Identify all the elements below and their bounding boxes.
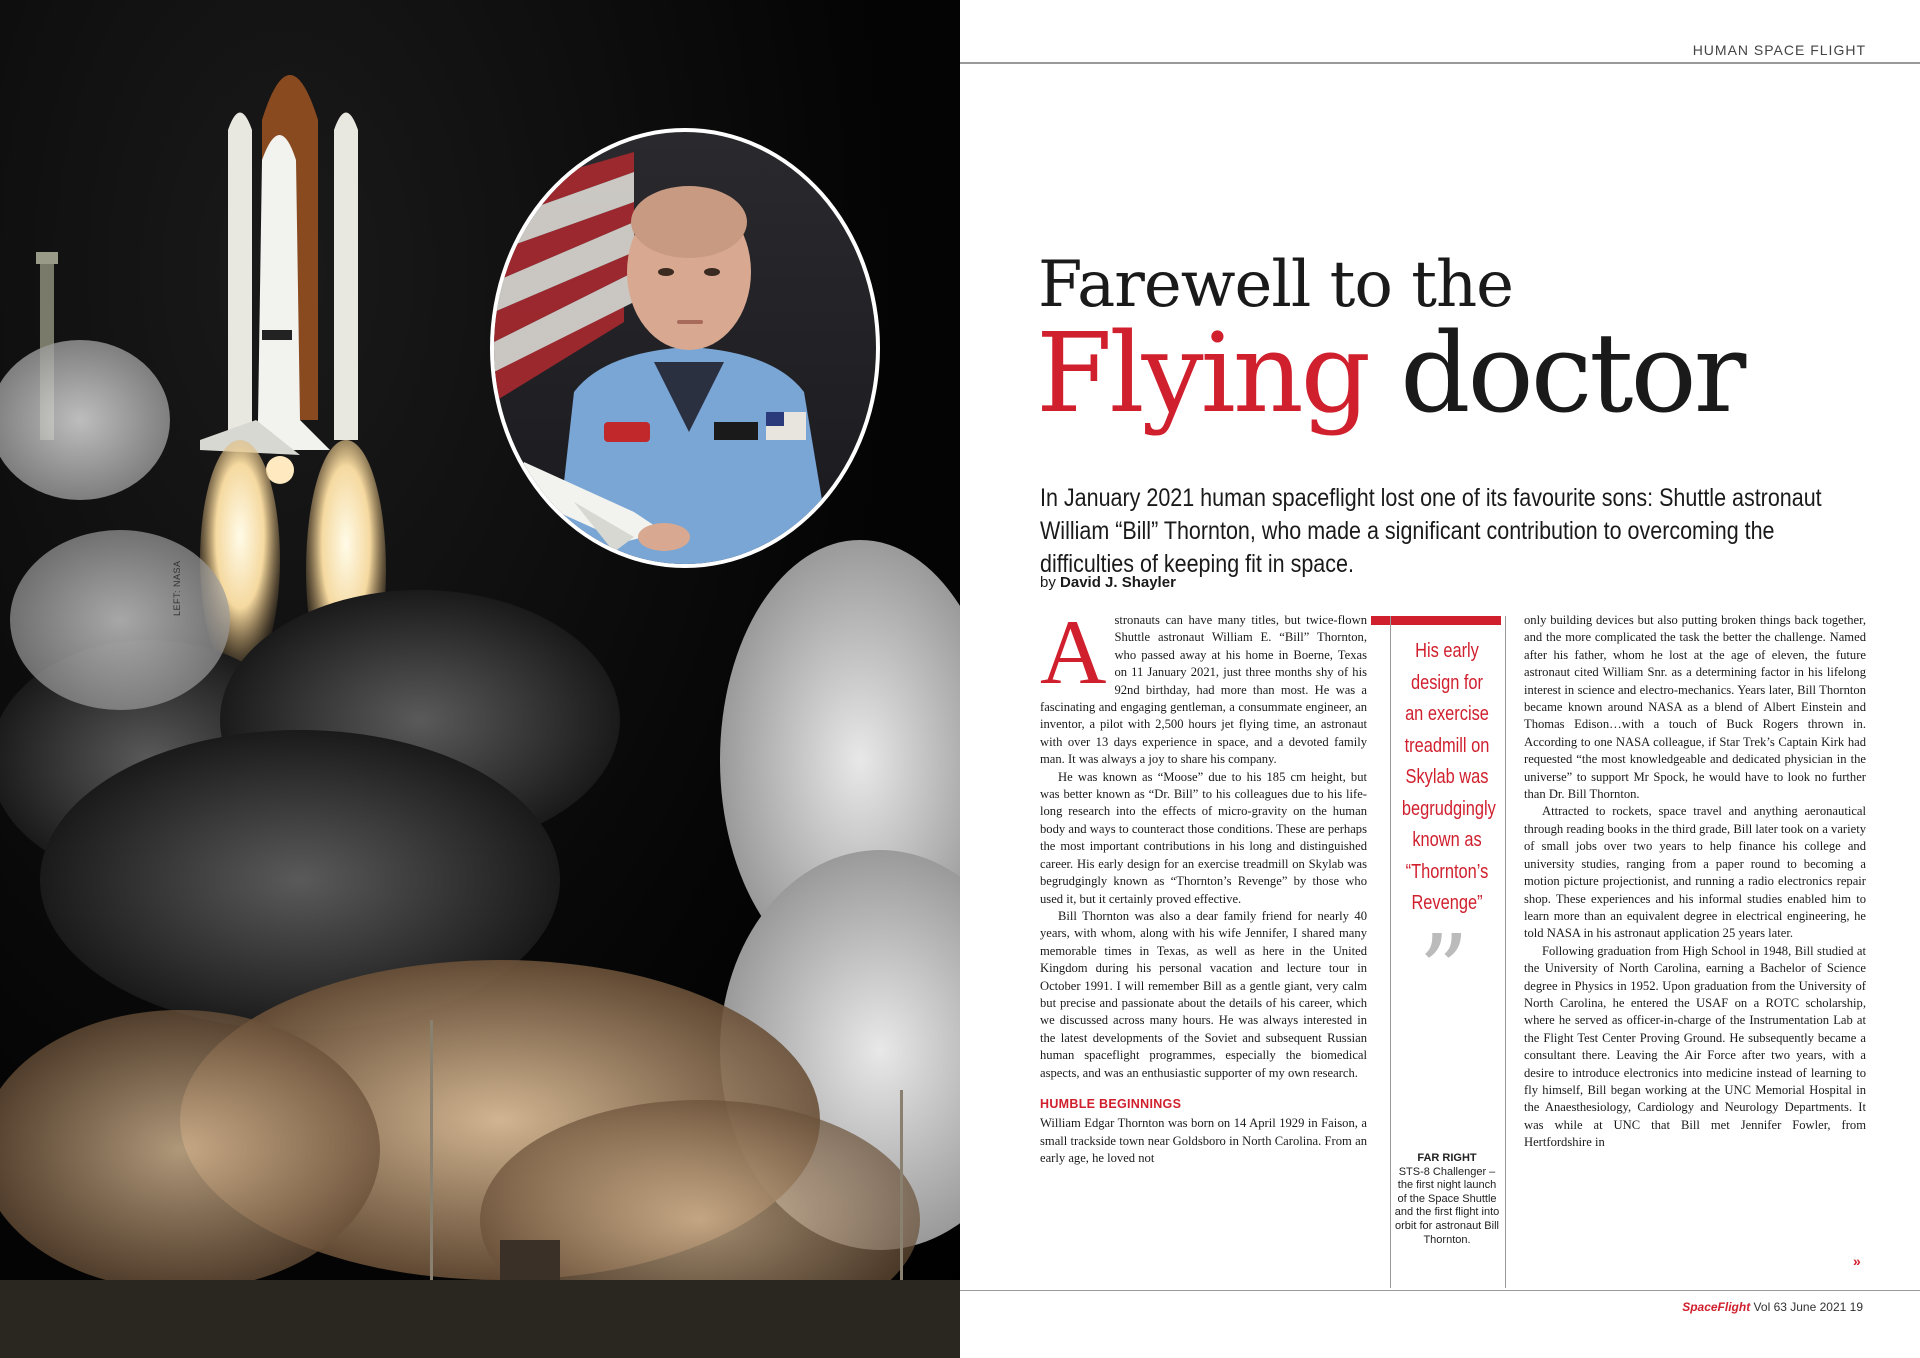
paragraph-1 bbox=[1040, 601, 1367, 769]
headline-line-2 bbox=[1036, 309, 1744, 437]
body-column-2 bbox=[1524, 612, 1866, 1152]
footer-rule bbox=[960, 1290, 1920, 1291]
subheading: HUMBLE BEGINNINGS bbox=[1040, 1096, 1182, 1111]
continue-arrow-icon: » bbox=[1853, 1253, 1861, 1269]
caption-title: FAR RIGHT bbox=[1417, 1152, 1477, 1164]
magazine-name: SpaceFlight bbox=[1682, 1300, 1751, 1314]
headline-accent: Flying bbox=[1036, 309, 1369, 437]
astronaut-portrait-illustration bbox=[494, 132, 880, 568]
pullquote: His early design for an exercise treadmill on Skylab was begrudgingly known as “Thornton’s Revenge” bbox=[1401, 640, 1496, 914]
portrait-photo bbox=[490, 128, 880, 568]
header-rule bbox=[960, 62, 1920, 64]
photo-credit: LEFT: NASA bbox=[172, 560, 182, 616]
paragraph-7: Following graduation from High School in 1948, Bill studied at the University of North Carolina, earning a Bachelor of Science degree in Physics in 1952. Upon graduation from the University of North Carolina, he entered the USAF on a ROTC scholarship, where he served as officer-in-charge of the Instrumentation Lab at the Flight Test Center Proving Ground. He subsequently became a consultant there. Leaving the Air Force after two years, with a desire to introduce electronics into medicine instead of learning to fly himself, Bill began working at the UNC Memorial Hospital in the Anaesthesiology, Cardiology and Neurology Departments. It was while at UNC that Bill met Jennifer Fowler, from Hertfordshire in bbox=[1524, 943, 1866, 1150]
section-label: HUMAN SPACE FLIGHT bbox=[1692, 42, 1866, 58]
drop-cap: A bbox=[1040, 601, 1107, 703]
byline-author: David J. Shayler bbox=[1060, 574, 1176, 591]
headline-rest: doctor bbox=[1400, 309, 1744, 437]
paragraph-3: Bill Thornton was also a dear family friend for nearly 40 years, with whom, along with his wife Jennifer, I shared many memorable times in Texas, as well as here in the United Kingdom during his personal vacation and lecture tour in October 1991. I will remember Bill as a gentle giant, very calm but precise and passionate about the details of his career, which we discussed across many hours. He was always interested in the latest developments of the Soviet and subsequent Russian human spaceflight programmes, especially the biomedical aspects, and was an enthusiastic supporter of my own research. bbox=[1040, 908, 1367, 1080]
quote-mark-icon: ” bbox=[1418, 913, 1470, 1030]
paragraph-1-text: stronauts can have many titles, but twice-flown Shuttle astronaut William E. “Bill” Thornton, who passed away at his home in Boerne, Texas on 11 January 2021, just three months shy of his 92nd birthday, had more than most. He was a fascinating and engaging gentleman, a consummate engineer, an inventor, a pilot with 2,500 hours jet flying time, an astronaut with over 13 days experience in space, and a devoted family man. It was always a joy to share his company. bbox=[1040, 613, 1367, 767]
byline bbox=[1040, 574, 1176, 591]
issue-info: Vol 63 June 2021 bbox=[1753, 1300, 1847, 1314]
paragraph-2: He was known as “Moose” due to his 185 cm height, but was better known as “Dr. Bill” to his colleagues due to his life-long research into the effects of micro-gravity on the human body and ways to counteract those conditions. These are perhaps the most important contributions in his long and distinguished career. His early design for an exercise treadmill on Skylab was begrudgingly known as “Thornton’s Revenge” by those who used it, but it certainly proved effective. bbox=[1040, 769, 1367, 906]
body-column-1 bbox=[1040, 601, 1367, 1168]
caption-text: STS-8 Challenger – the first night launch of the Space Shuttle and the first flight into orbit for astronaut Bill Thornton. bbox=[1394, 1165, 1500, 1246]
paragraph-6: Attracted to rockets, space travel and anything aeronautical through reading books in the third grade, Bill later took on a variety of small jobs over two years to help finance his college and university studies, ranging from a paper round to becoming a motion picture projectionist, and running a radio electronics repair shop. These experiences and his informal studies enabled him to learn more than an equivalent degree in electrical engineering, he told NASA in his astronaut application 25 years later. bbox=[1524, 804, 1866, 941]
page-number: 19 bbox=[1849, 1300, 1863, 1314]
byline-prefix: by bbox=[1040, 574, 1056, 591]
photo-caption bbox=[1392, 1152, 1502, 1247]
page-footer bbox=[1682, 1300, 1863, 1314]
standfirst: In January 2021 human spaceflight lost one of its favourite sons: Shuttle astronaut William “Bill” Thornton, who made a significant contribution to overcoming the difficulties of keeping fit in space. bbox=[1040, 484, 1822, 578]
headline-line-1: Farewell to the bbox=[1038, 248, 1514, 322]
paragraph-4: William Edgar Thornton was born on 14 April 1929 in Faison, a small trackside town near Goldsboro in North Carolina. From an early age, he loved not bbox=[1040, 1116, 1367, 1166]
paragraph-5: only building devices but also putting broken things back together, and the more complicated the task the better the challenge. Named after his father, whom he lost at the age of eleven, the future astronaut cited William Snr. as a determining factor in his lifelong interest in science and electro-mechanics. Years later, Bill Thornton became known around NASA as a blend of Albert Einstein and Thomas Edison…with a touch of Buck Rogers thrown in. According to one NASA colleague, if Star Trek’s Captain Kirk had requested “the most knowledgeable and dedicated physician in the universe” to support Mr Spock, he would have to look no further than Dr. Bill Thornton. bbox=[1524, 613, 1866, 802]
